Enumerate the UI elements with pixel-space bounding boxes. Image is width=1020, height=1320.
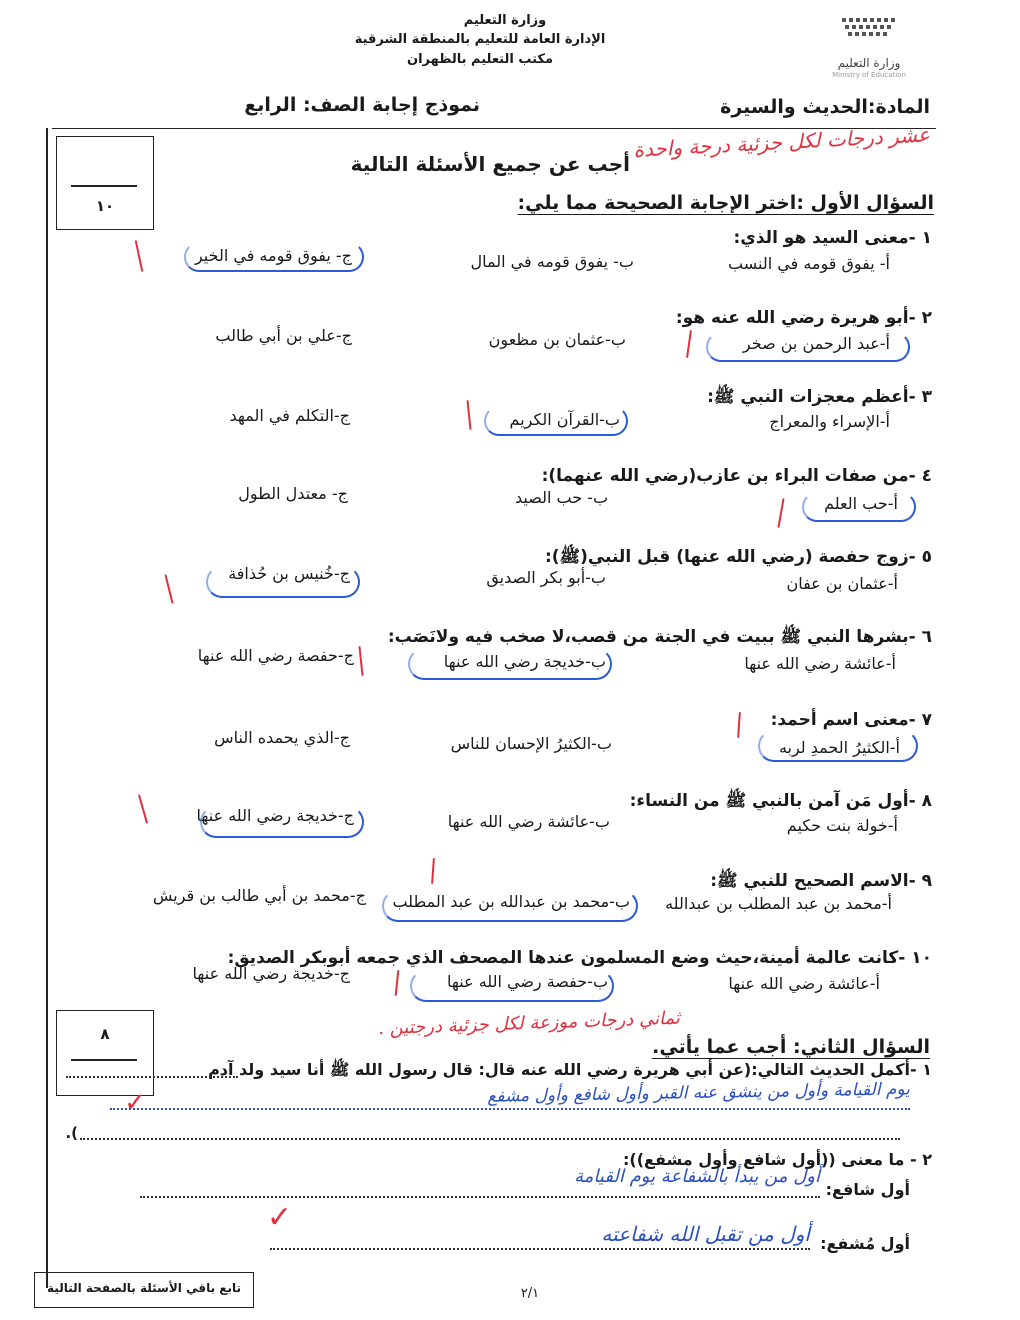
answer-circle-1 (184, 242, 364, 272)
red-tick-6 (358, 646, 363, 676)
subject-label: المادة:الحديث والسيرة (720, 96, 930, 118)
q1-option-b-1: ب- يفوق قومه في المال (470, 252, 634, 271)
q1-title: السؤال الأول :اختر الإجابة الصحيحة مما يلي: (517, 192, 934, 214)
q1-question-10: ١٠ -كانت عالمة أمينة،حيث وضع المسلمون عندها المصحف الذي جمعه أبوبكر الصديق: (227, 948, 932, 968)
answer-dots-1b (110, 1108, 910, 1110)
answer-circle-3 (484, 406, 628, 436)
answer-dots-1a (66, 1076, 238, 1078)
answer-circle-5 (206, 566, 360, 598)
logo-subtext: Ministry of Education (832, 71, 906, 79)
directorate-name: الإدارة العامة للتعليم بالمنطقة الشرقية (354, 32, 606, 47)
q1-option-a-5: أ-عثمان بن عفان (786, 574, 898, 593)
q1-option-a-8: أ-خولة بنت حكيم (786, 816, 898, 835)
q1-question-4: ٤ -من صفات البراء بن عازب(رضي الله عنهما): (541, 466, 932, 486)
q1-option-c-3: ج-التكلم في المهد (229, 406, 350, 425)
score-q2: ٨ (100, 1025, 110, 1043)
q1-question-2: ٢ -أبو هريرة رضي الله عنه هو: (675, 308, 932, 328)
red-tick-9 (431, 858, 435, 884)
q1-option-a-7: أ-الكثيرُ الحمدِ لربه (778, 738, 900, 757)
q1-option-b-6: ب-خديجة رضي الله عنها (443, 652, 606, 671)
answer-first-accepted: أول من تقبل الله شفاعته (601, 1222, 810, 1246)
answer-circle-10 (410, 970, 614, 1002)
score-divider-q2 (71, 1059, 137, 1061)
answer-circle-6 (408, 648, 612, 680)
answer-circle-9 (382, 890, 638, 922)
answer-dots-2a (140, 1196, 820, 1198)
q1-option-b-5: ب-أبو بكر الصديق (486, 568, 606, 587)
q2-grading-note: ثماني درجات موزعة لكل جزئية درجتين . (377, 1007, 681, 1040)
score-q1: ١٠ (95, 197, 115, 215)
q1-option-c-4: ج- معتدل الطول (238, 484, 348, 503)
answer-circle-7 (758, 730, 918, 762)
answer-circle-4 (802, 492, 916, 522)
label-first-intercessor: أول شافع: (825, 1180, 910, 1199)
q1-option-a-2: أ-عبد الرحمن بن صخر (742, 334, 890, 353)
office-name: مكتب التعليم بالظهران (406, 52, 554, 67)
red-tick-1 (135, 240, 144, 272)
q2-answer-1: يوم القيامة وأول من ينشق عنه القبر وأول شافع وأول مشفع (487, 1079, 911, 1107)
ministry-name: وزارة التعليم (463, 13, 547, 28)
q1-question-3: ٣ -أعظم معجزات النبي ﷺ: (707, 387, 932, 407)
q1-option-a-10: أ-عائشة رضي الله عنها (728, 974, 880, 993)
red-check-q2-2: ✓ (266, 1200, 292, 1235)
q1-option-b-3: ب-القرآن الكريم (509, 410, 620, 429)
q2-item-1: ١ -أكمل الحديث التالي:(عن أبي هريرة رضي الله عنه قال: قال رسول الله ﷺ أنا سيد ولد آدم (208, 1060, 932, 1079)
q1-option-a-1: أ- يفوق قومه في النسب (728, 254, 890, 273)
q1-option-b-8: ب-عائشة رضي الله عنها (447, 812, 610, 831)
red-check-q2-1: ✓ (124, 1088, 146, 1118)
ministry-logo (832, 14, 902, 58)
instruction: أجب عن جميع الأسئلة التالية (350, 152, 630, 176)
model-grade-label: نموذج إجابة الصف: الرابع (244, 94, 480, 116)
continue-note: تابع باقي الأسئلة بالصفحة التالية (47, 1281, 241, 1295)
red-tick-10 (395, 970, 400, 996)
q1-option-c-1: ج- يفوق قومه في الخير (194, 246, 352, 265)
answer-circle-8 (200, 806, 364, 838)
q1-option-c-5: ج-خُنيس بن حُذافة (228, 564, 350, 583)
q1-question-7: ٧ -معنى اسم أحمد: (770, 710, 932, 730)
continue-box (34, 1272, 254, 1308)
q1-grading-note: عشر درجات لكل جزئية درجة واحدة (632, 122, 931, 162)
answer-close-paren: ). (65, 1124, 78, 1142)
q1-option-c-8: ج-خديجة رضي الله عنها (196, 806, 354, 825)
q1-option-a-3: أ-الإسراء والمعراج (769, 412, 890, 431)
q1-question-6: ٦ -بشرها النبي ﷺ ببيت في الجنة من قصب،لا صخب فيه ولانَصَب: (387, 627, 932, 647)
q1-question-5: ٥ -زوج حفصة (رضي الله عنها) قبل النبي(ﷺ): (544, 547, 932, 567)
q1-option-b-9: ب-محمد بن عبدالله بن عبد المطلب (392, 892, 630, 911)
q1-option-b-10: ب-حفصة رضي الله عنها (447, 972, 608, 991)
q1-option-b-2: ب-عثمان بن مظعون (488, 330, 626, 349)
q1-option-a-6: أ-عائشة رضي الله عنها (744, 654, 896, 673)
score-box-q2 (56, 1010, 154, 1096)
q1-option-c-6: ج-حفصة رضي الله عنها (197, 646, 354, 665)
q1-option-b-7: ب-الكثيرُ الإحسان للناس (450, 734, 612, 753)
q1-question-1: ١ -معنى السيد هو الذي: (733, 228, 932, 248)
q1-question-8: ٨ -أول مَن آمن بالنبي ﷺ من النساء: (629, 791, 932, 811)
logo-text: وزارة التعليم (837, 56, 901, 70)
q1-option-c-9: ج-محمد بن أبي طالب بن قريش (152, 886, 366, 905)
q2-title: السؤال الثاني: أجب عما يأتي. (652, 1036, 930, 1058)
q1-option-c-10: ج-خديجة رضي الله عنها (192, 964, 350, 983)
q1-option-c-7: ج-الذي يحمده الناس (214, 728, 350, 747)
left-border (46, 128, 48, 1288)
q1-option-a-9: أ-محمد بن عبد المطلب بن عبدالله (665, 894, 892, 913)
q1-option-a-4: أ-حب العلم (824, 494, 898, 513)
q1-option-c-2: ج-علي بن أبي طالب (215, 326, 352, 345)
answer-circle-2 (706, 332, 910, 362)
ministry-logo-icon (832, 14, 902, 58)
label-first-accepted: أول مُشفع: (820, 1234, 910, 1253)
red-tick-8 (138, 794, 148, 823)
answer-dots-2b (270, 1248, 810, 1250)
answer-dots-1c (80, 1138, 900, 1140)
page-number: ٢/١ (520, 1286, 540, 1301)
answer-first-intercessor: أول من يبدأ بالشفاعة يوم القيامة (574, 1166, 820, 1187)
q1-question-9: ٩ -الاسم الصحيح للنبي ﷺ: (710, 871, 932, 891)
q1-option-b-4: ب- حب الصيد (514, 488, 608, 507)
q2-item-2: ٢ - ما معنى ((أول شافع وأول مشفع)): (623, 1150, 932, 1169)
score-box-q1 (56, 136, 154, 230)
score-divider (71, 185, 137, 187)
